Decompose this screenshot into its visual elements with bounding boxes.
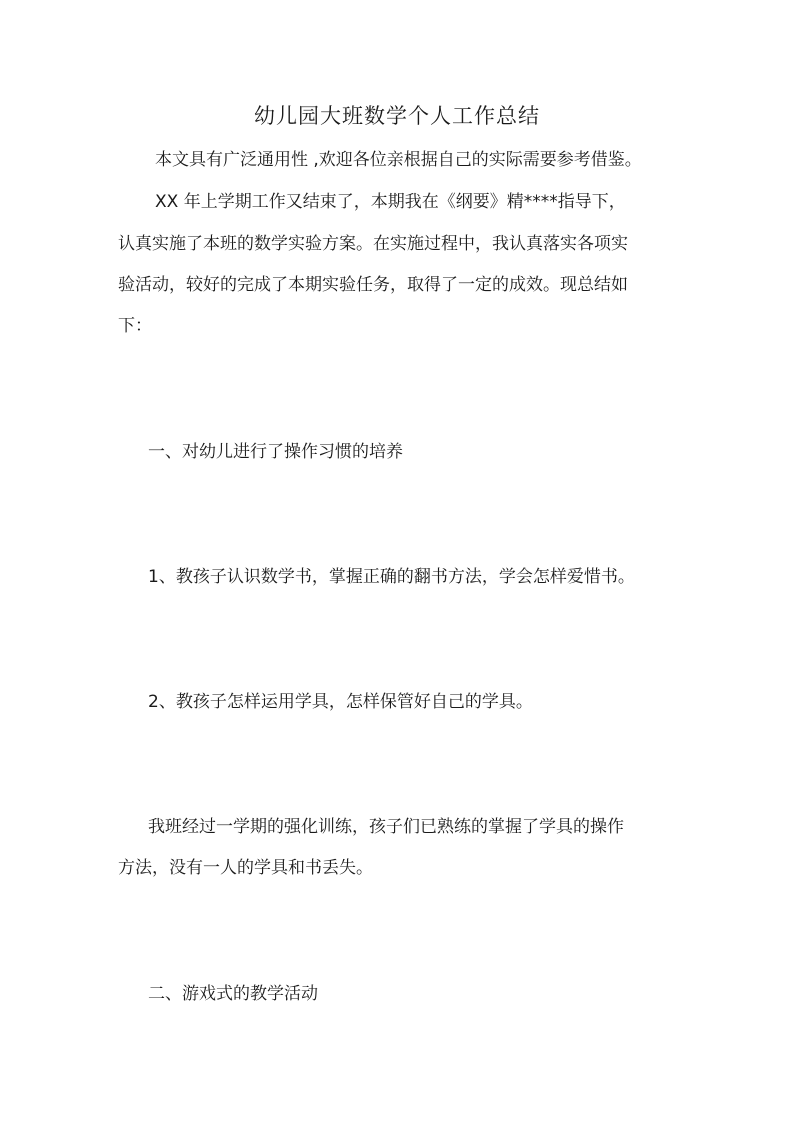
document-title: 幼儿园大班数学个人工作总结 (254, 104, 540, 128)
paragraph1-line-4: 下： (118, 316, 152, 336)
list-item-1: 1、教孩子认识数学书，掌握正确的翻书方法，学会怎样爱惜书。 (148, 567, 635, 587)
paragraph1-line-1: XX 年上学期工作又结束了，本期我在《纲要》精****指导下， (155, 192, 626, 212)
section1-heading: 一、对幼儿进行了操作习惯的培养 (148, 442, 403, 462)
paragraph2-line-1: 我班经过一学期的强化训练，孩子们已熟练的掌握了学具的操作 (148, 817, 624, 837)
paragraph2-line-2: 方法，没有一人的学具和书丢失。 (118, 858, 373, 878)
section2-heading: 二、游戏式的教学活动 (148, 984, 318, 1004)
paragraph1-line-2: 认真实施了本班的数学实验方案。在实施过程中，我认真落实各项实 (118, 234, 628, 254)
paragraph1-line-3: 验活动，较好的完成了本期实验任务，取得了一定的成效。现总结如 (118, 275, 628, 295)
list-item-2: 2、教孩子怎样运用学具，怎样保管好自己的学具。 (148, 692, 533, 712)
intro-text: 本文具有广泛通用性 ,欢迎各位亲根据自己的实际需要参考借鉴。 (155, 150, 642, 170)
